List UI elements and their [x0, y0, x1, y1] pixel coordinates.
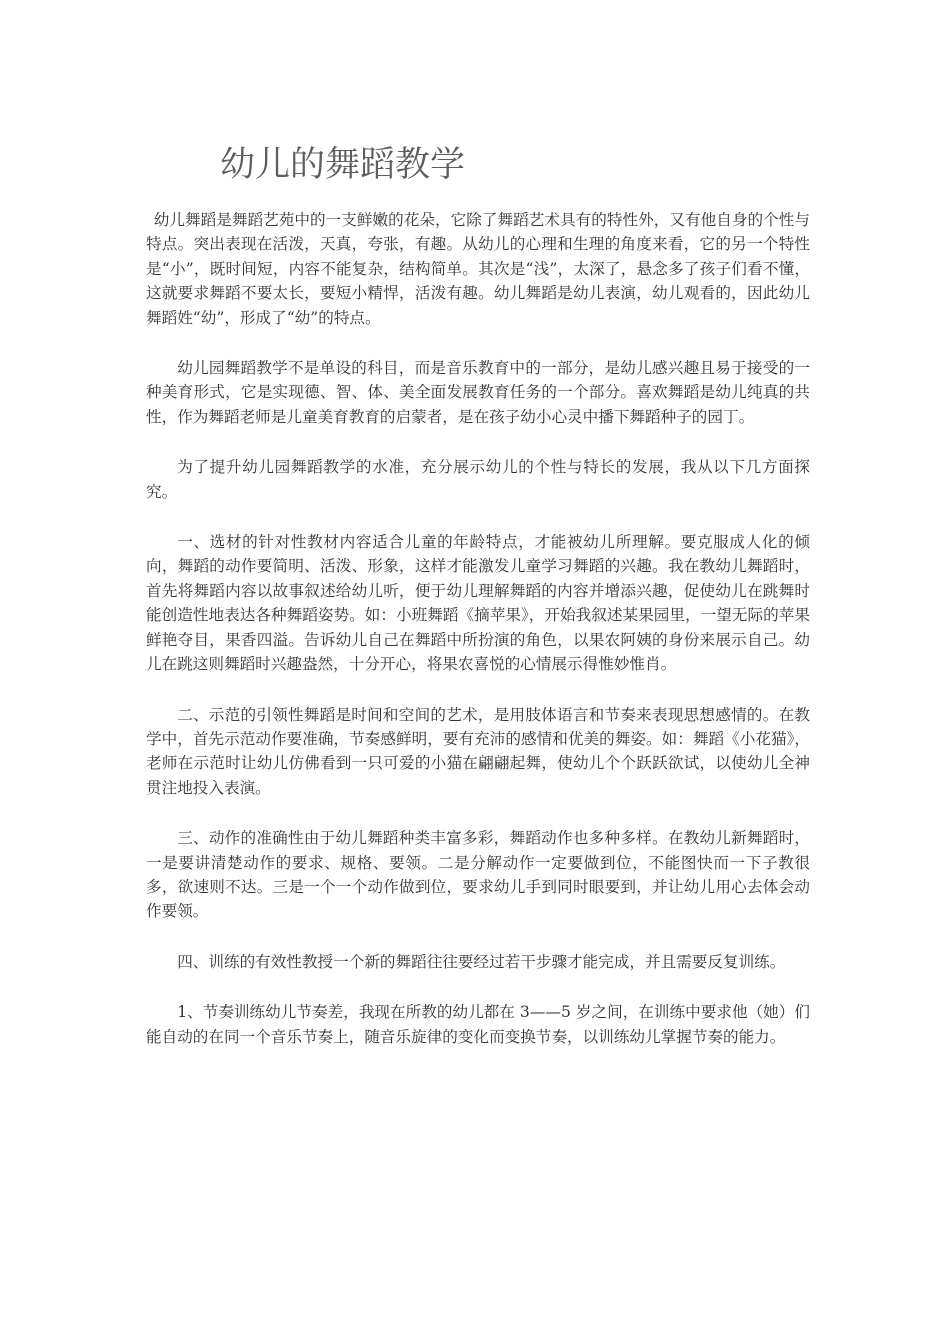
document-title: 幼儿的舞蹈教学 [220, 145, 466, 185]
paragraph-section-3: 三、动作的准确性由于幼儿舞蹈种类丰富多彩，舞蹈动作也多种多样。在教幼儿新舞蹈时，一是要讲清楚动作的要求、规格、要领。二是分解动作一定要做到位，不能图快而一下子教很多，欲速则不达。三是一个一个动作做到位，要求幼儿手到同时眼要到，并让幼儿用心去体会动作要领。 [146, 829, 810, 921]
paragraph-section-2: 二、示范的引领性舞蹈是时间和空间的艺术，是用肢体语言和节奏来表现思想感情的。在教学中，首先示范动作要准确，节奏感鲜明，要有充沛的感情和优美的舞姿。如：舞蹈《小花猫》，老师在示范时让幼儿仿佛看到一只可爱的小猫在翩翩起舞，使幼儿个个跃跃欲试，以使幼儿全神贯注地投入表演。 [146, 705, 810, 797]
paragraph-section-1: 一、选材的针对性教材内容适合儿童的年龄特点，才能被幼儿所理解。要克服成人化的倾向，舞蹈的动作要简明、活泼、形象，这样才能激发儿童学习舞蹈的兴趣。我在教幼儿舞蹈时，首先将舞蹈内容以故事叙述给幼儿听，便于幼儿理解舞蹈的内容并增添兴趣，促使幼儿在跳舞时能创造性地表达各种舞蹈姿势。如：小班舞蹈《摘苹果》，开始我叙述某果园里，一望无际的苹果鲜艳夺目，果香四溢。告诉幼儿自己在舞蹈中所扮演的角色，以果农阿姨的身份来展示自己。幼儿在跳这则舞蹈时兴趣盎然，十分开心，将果农喜悦的心情展示得惟妙惟肖。 [146, 533, 810, 674]
paragraph-rhythm-training: 1、节奏训练幼儿节奏差，我现在所教的幼儿都在 3——5 岁之间，在训练中要求他（她）们能自动的在同一个音乐节奏上，随音乐旋律的变化而变换节奏，以训练幼儿掌握节奏的能力。 [146, 1003, 810, 1046]
paragraph-intro: 幼儿舞蹈是舞蹈艺苑中的一支鲜嫩的花朵，它除了舞蹈艺术具有的特性外，又有他自身的个性与特点。突出表现在活泼，天真，夸张，有趣。从幼儿的心理和生理的角度来看，它的另一个特性是“小”，既时间短，内容不能复杂，结构简单。其次是“浅”，太深了，悬念多了孩子们看不懂，这就要求舞蹈不要太长，要短小精悍，活泼有趣。幼儿舞蹈是幼儿表演，幼儿观看的，因此幼儿舞蹈姓“幼”，形成了“幼”的特点。 [146, 211, 810, 327]
paragraph-kindergarten-teaching: 幼儿园舞蹈教学不是单设的科目，而是音乐教育中的一部分，是幼儿感兴趣且易于接受的一种美育形式，它是实现德、智、体、美全面发展教育任务的一个部分。喜欢舞蹈是幼儿纯真的共性，作为舞蹈老师是儿童美育教育的启蒙者，是在孩子幼小心灵中播下舞蹈种子的园丁。 [146, 359, 810, 426]
document-body [146, 208, 810, 1075]
paragraph-section-4: 四、训练的有效性教授一个新的舞蹈往往要经过若干步骤才能完成，并且需要反复训练。 [177, 952, 786, 971]
paragraph-purpose: 为了提升幼儿园舞蹈教学的水准，充分展示幼儿的个性与特长的发展，我从以下几方面探究。 [146, 458, 810, 501]
